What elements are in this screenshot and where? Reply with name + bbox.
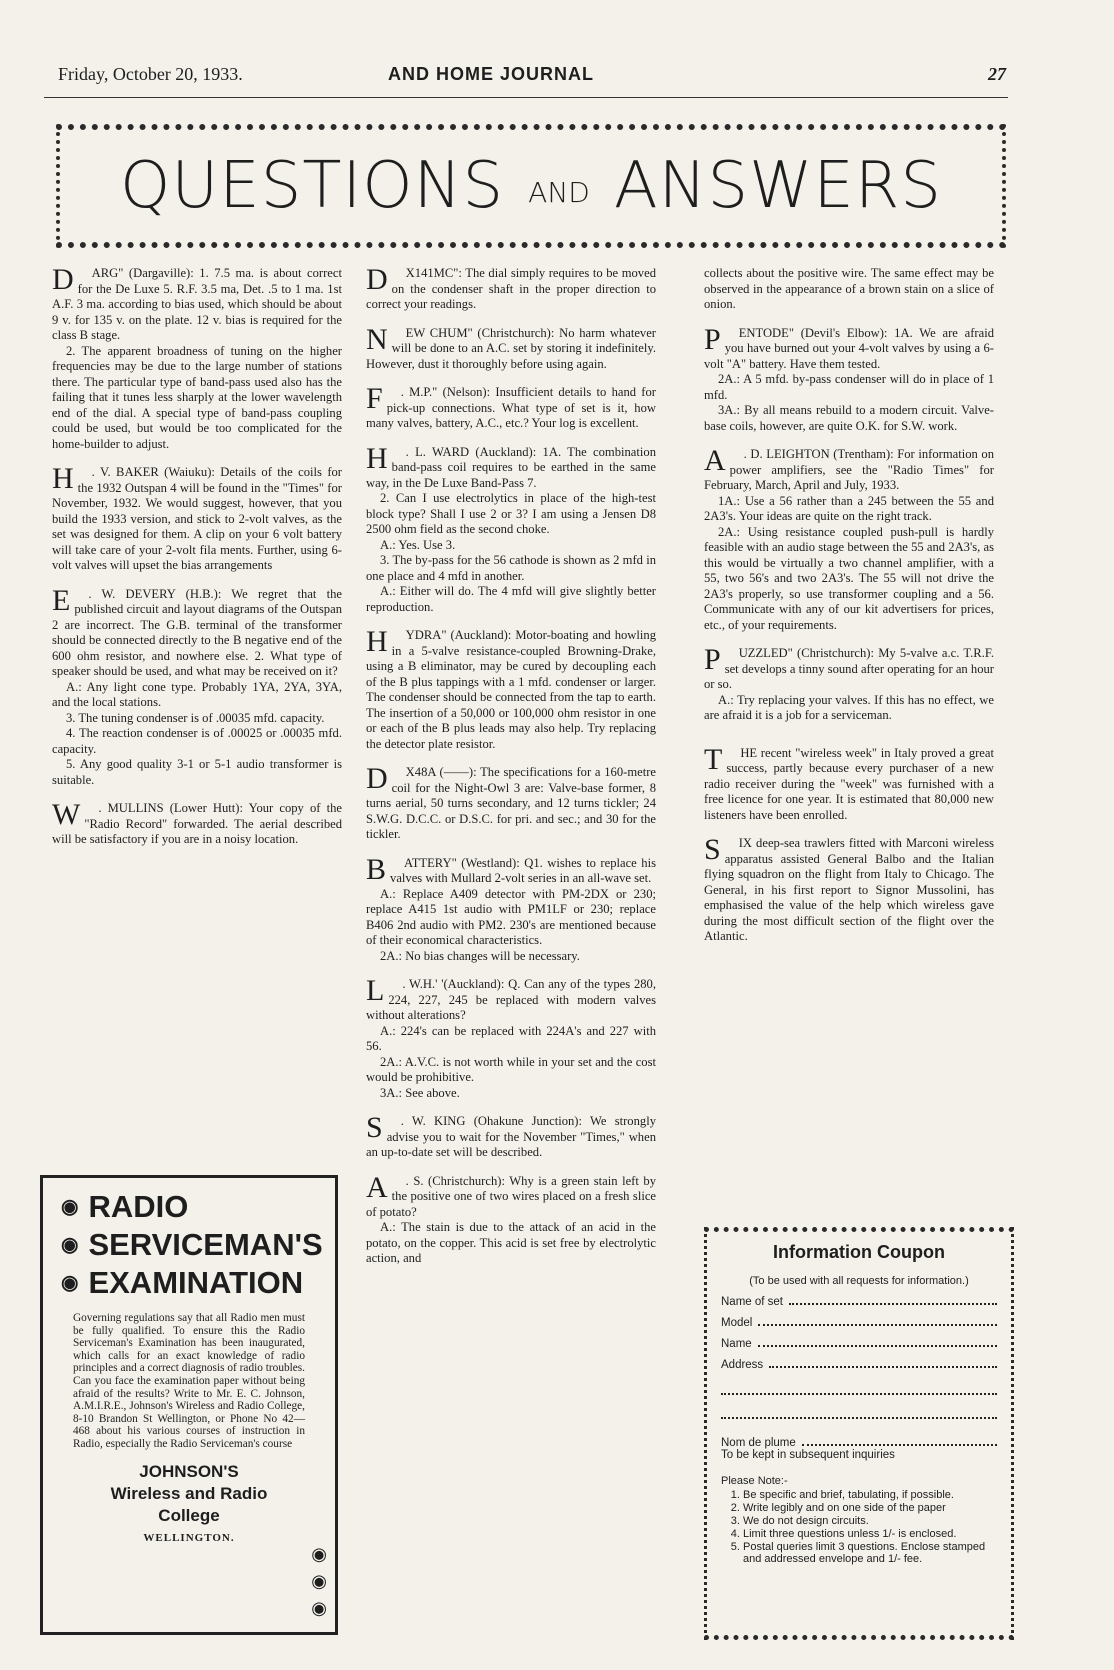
coupon-title: Information Coupon xyxy=(773,1242,945,1262)
ad-body: Governing regulations say that all Radio men must be fully qualified. To ensure this the Radio Serviceman's Examination has been inaugurated, which calls for an exact knowledge of radio principles and a correct diagnosis of radio troubles. Can you face the examination paper without being afraid of the results? Write to Mr. E. C. Johnson, A.M.I.R.E., Johnson's Wireless and Radio College, 8-10 Brandon St Wellington, or Phone No 42—468 about his various courses of instruction in Radio, especially the Radio Serviceman's course xyxy=(73,1312,305,1450)
banner-answers: ANSWERS xyxy=(613,149,942,223)
ad-side-bullets: ◉ ◉ ◉ xyxy=(311,1544,327,1618)
coupon-notes: Please Note:- 1. Be specific and brief, tabulating, if possible. 2. Write legibly and on one side of the paper 3. We do not design circuits. 4. Limit three questions unless 1/- is enclosed. 5. Postal queries limit 3 questions. Enclose stamped and addressed envelope and 1/- fee. xyxy=(721,1475,997,1565)
bullet-icon: ◉ xyxy=(61,1196,79,1218)
answer-baker: H . V. BAKER (Waiuku): Details of the coils for the 1932 Outspan 4 will be found in the "Times" for November, 1932. We would suggest, however, that you build the 1933 version, and stick to 2-volt valves, as the set was designed for them. A clip on your 6 volt battery will take care of your 2-volt fila ments. Further, using 6-volt valves will upset the bias arrangements xyxy=(52,462,342,572)
answer-as: A . S. (Christchurch): Why is a green stain left by the positive one of two wires placed on a fresh slice of potato? A.: The stain is due to the attack of an acid in the potato, on the copper. This acid is set free by electrolytic action, and xyxy=(366,1170,656,1265)
field-name[interactable]: Name xyxy=(721,1338,997,1350)
answer-battery: B ATTERY" (Westland): Q1. wishes to replace his valves with Mullard 2-volt series in an all-wave set. A.: Replace A409 detector with PM-2DX or 230; replace A415 1st audio with PM1LF or 230; replace B406 2nd audio with PM2. 230's are mentioned because of their economical characteristics. 2A.: No bias changes will be necessary. xyxy=(366,852,656,963)
news-wireless-week: T HE recent "wireless week" in Italy proved a great success, partly because every purchaser of a new radio receiver during the "week" was furnished with a free licence for one year. It is estimated that 80,000 new listeners have been enrolled. xyxy=(704,742,994,822)
news-trawlers: S IX deep-sea trawlers fitted with Marconi wireless apparatus assisted General Balbo and the Italian flying squadron on the flight from Italy to Chicago. The General, in his first report to Signor Mussolini, has emphasised the value of the help which wireless gave during the most difficult section of the flight over the Atlantic. xyxy=(704,833,994,943)
banner-questions: QUESTIONS xyxy=(120,149,505,223)
bullet-icon: ◉ xyxy=(61,1234,79,1256)
ad-line-examination: ◉ EXAMINATION xyxy=(61,1265,304,1300)
field-name-of-set[interactable]: Name of set xyxy=(721,1296,997,1308)
information-coupon xyxy=(704,1227,1014,1640)
column-2 xyxy=(366,263,656,1280)
nom-de-plume[interactable]: Nom de plume To be kept in subsequent inquiries xyxy=(721,1437,997,1461)
coupon-note: (To be used with all requests for information.) xyxy=(749,1275,969,1287)
ad-line-radio: ◉ RADIO xyxy=(61,1189,189,1224)
journal-name: AND HOME JOURNAL xyxy=(388,64,595,84)
column-1 xyxy=(52,263,342,861)
answer-new-chum: N EW CHUM" (Christchurch): No harm whatever will be done to an A.C. set by storing it indefinitely. However, dust it thoroughly before using again. xyxy=(366,322,656,371)
answer-hydra: H YDRA" (Auckland): Motor-boating and howling in a 5-valve resistance-coupled Browning-Drake, using a B eliminator, may be cured by decoupling each of the B plus tappings with a 1 mfd. condenser or larger. The condenser should be connected from the tap to earth. The insertion of a 50,000 or 100,000 ohm resistor in one or each of the B plus leads may also help. Try replacing the detector plate resistor. xyxy=(366,625,656,751)
ad-line-serviceman: ◉ SERVICEMAN'S xyxy=(61,1227,323,1262)
field-model[interactable]: Model xyxy=(721,1317,997,1329)
answer-devery: E . W. DEVERY (H.B.): We regret that the published circuit and layout diagrams of the Outspan 2 are incorrect. The G.B. terminal of the transformer should be connected directly to the B negative end of the 600 ohm resistor, and nowhere else. 2. What type of speaker should be used, and what may be received on it? A.: Any light cone type. Probably 1YA, 2YA, 3YA, and the local stations. 3. The tuning condenser is of .00035 mfd. capacity. 4. The reaction condenser is of .00025 or .00035 mfd. capacity. 5. Any good quality 3-1 or 5-1 audio transformer is suitable. xyxy=(52,583,342,787)
serviceman-exam-ad xyxy=(40,1175,338,1635)
page-number: 27 xyxy=(988,64,1006,84)
header-rule xyxy=(44,97,1008,98)
answer-dx48a: D X48A (——): The specifications for a 160-metre coil for the Night-Owl 3 are: Valve-base former, 8 turns aerial, 50 turns secondary, and 12 turns tickler; 24 S.W.G. D.C.C. or D.S.C. for pri. and sec.; and 30 for the tickler. xyxy=(366,762,656,841)
column-3 xyxy=(704,266,994,958)
answer-leighton: A . D. LEIGHTON (Trentham): For information on power amplifiers, see the "Radio Times" for February, March, April and July, 1933. 1A.: Use a 56 rather than a 245 between the 55 and 2A3's. Your ideas are quite on the right track. 2A.: Using resistance coupled push-pull is hardly feasible with an audio stage between the 55 and 2A3's, as this would be virtually a two channel amplifier, with a 55, two 56's and two 2A3's. The 55 will not drive the 2A3's properly, so use transformer coupling and a 56. Communicate with any of our kit advertisers for prices, etc., of your requirements. xyxy=(704,444,994,632)
answer-mullins: W . MULLINS (Lower Hutt): Your copy of the "Radio Record" forwarded. The aerial described will be satisfactory if you are in a noisy location. xyxy=(52,798,342,846)
section-banner xyxy=(56,124,1006,248)
answer-fmp: F . M.P." (Nelson): Insufficient details to hand for pick-up connections. What type of set is it, how many valves, battery, A.C., etc.? Your log is excellent. xyxy=(366,382,656,430)
answer-continued: collects about the positive wire. The same effect may be observed in the appearance of a brown stain on a slice of onion. xyxy=(704,266,994,311)
banner-and: AND xyxy=(528,175,590,209)
answer-puzzled: P UZZLED" (Christchurch): My 5-valve a.c. T.R.F. set develops a tinny sound after operating for an hour or so. A.: Try replacing your valves. If this has no effect, we are afraid it is a job for a serviceman. xyxy=(704,643,994,722)
answer-dx141mc: D X141MC": The dial simply requires to be moved on the condenser shaft in the proper direction to correct your readings. xyxy=(366,263,656,311)
bullet-icon: ◉ xyxy=(61,1272,79,1294)
address-line[interactable] xyxy=(721,1405,997,1419)
answer-lwh: L . W.H.' '(Auckland): Q. Can any of the types 280, 224, 227, 245 be replaced with modern valves without alterations? A.: 224's can be replaced with 224A's and 227 with 56. 2A.: A.V.C. is not worth while in your set and the cost would be prohibitive. 3A.: See above. xyxy=(366,974,656,1100)
answer-pentode: P ENTODE" (Devil's Elbow): 1A. We are afraid you have burned out your 4-volt valves by using a 6-volt "A" battery. Have them tested. 2A.: A 5 mfd. by-pass condenser will do in place of 1 mfd. 3A.: By all means rebuild to a modern circuit. Valve-base coils, however, are quite O.K. for S.W. work. xyxy=(704,322,994,433)
field-address[interactable]: Address xyxy=(721,1359,997,1371)
page-header xyxy=(58,64,1006,88)
answer-ward: H . L. WARD (Auckland): 1A. The combination band-pass coil requires to be earthed in the same way, in the De Luxe Band-Pass 7. 2. Can I use electrolytics in place of the high-test block type? Shall I use 2 or 3? I am using a Jensen D8 2500 ohm field as the second choke. A.: Yes. Use 3. 3. The by-pass for the 56 cathode is shown as 2 mfd in one place and 4 mfd in another. A.: Either will do. The 4 mfd will give slightly better reproduction. xyxy=(366,441,656,614)
answer-darg: D ARG" (Dargaville): 1. 7.5 ma. is about correct for the De Luxe 5. R.F. 3.5 ma, Det. .5 to 1 ma. 1st A.F. 3 ma. according to bias used, which should be about 9 v. for 135 v. on the plate. 12 v. bias is required for the class B stage. 2. The apparent broadness of tuning on the higher frequencies may be due to the large number of stations there. The particular type of band-pass used also has the failing that it tunes less sharply at the lower wavelength end of the dial. A special type of band-pass coupling could be used, but would be too complicated for the home-builder to adjust. xyxy=(52,263,342,451)
address-line[interactable] xyxy=(721,1381,997,1395)
issue-date: Friday, October 20, 1933. xyxy=(58,64,243,84)
ad-college: JOHNSON'S Wireless and Radio College WELLINGTON. xyxy=(110,1461,268,1544)
answer-king: S . W. KING (Ohakune Junction): We strongly advise you to wait for the November "Times," when an up-to-date set will be described. xyxy=(366,1111,656,1159)
